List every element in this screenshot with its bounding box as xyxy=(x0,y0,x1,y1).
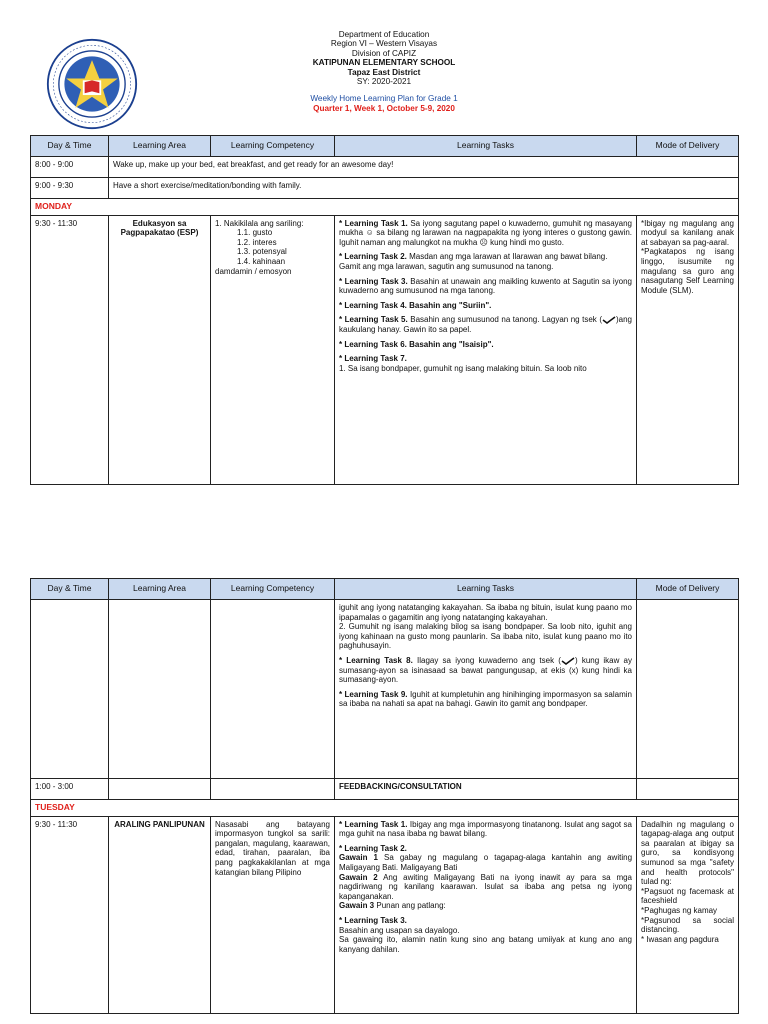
col-header-mode-of-delivery: Mode of Delivery xyxy=(637,136,739,157)
competency-item: 1.1. gusto xyxy=(237,228,273,238)
header-line-region: Region VI – Western Visayas xyxy=(330,39,438,49)
day-row-monday xyxy=(31,199,739,216)
header-line-department: Department of Education xyxy=(338,30,430,39)
time-cell: 9:30 - 11:30 xyxy=(31,215,109,484)
task-text: Sa iyong sagutang papel o kuwaderno, gumuhit ng masayang mukha ☺ sa bilang ng larawan na nagpapakita ng iyong interes o gustong gawin. Iguhit naman ang malungkot na mukha ☹ kung hindi mo gusto. xyxy=(339,218,632,247)
learning-area-cell: ARALING PANLIPUNAN xyxy=(109,816,211,1013)
plan-title: Weekly Home Learning Plan for Grade 1 xyxy=(310,94,458,104)
task-text: 2. Gumuhit ng isang malaking bilog sa isang bondpaper. Sa loob nito, iguhit ang iyong kahinaan na gusto mong paunlarin. Sa ibaba nito, isulat kung paano mo ito paghuhusayin. xyxy=(339,622,632,651)
task-label: * Learning Task 1. xyxy=(339,819,408,829)
col-header-learning-competency: Learning Competency xyxy=(211,136,335,157)
table-row xyxy=(31,816,739,1013)
table-row xyxy=(31,600,739,779)
task-label: * Learning Task 8. xyxy=(339,655,413,665)
task-label: * Learning Task 1. xyxy=(339,218,408,228)
learning-tasks-cell xyxy=(335,816,637,1013)
task-label: * Learning Task 9. xyxy=(339,689,408,699)
col-header-learning-area: Learning Area xyxy=(109,136,211,157)
competency-item: 1.2. interes xyxy=(237,237,277,247)
table-header-row xyxy=(31,579,739,600)
task-text: Ilagay sa iyong kuwaderno ang tsek ( xyxy=(417,655,561,665)
table-row xyxy=(31,215,739,484)
task-label: * Learning Task 7. xyxy=(339,354,407,364)
task-label: * Learning Task 3. xyxy=(339,276,408,286)
task-text: 1. Sa isang bondpaper, gumuhit ng isang malaking bituin. Sa loob nito xyxy=(339,363,587,373)
task-text: Basahin ang usapan sa dayalogo. Sa gawaing ito, alamin natin kung sino ang batang umiiyak at kung ano ang kanyang dahilan. xyxy=(339,925,632,954)
learning-tasks-cell: * Learning Task 1. Sa iyong sagutang papel o kuwaderno, gumuhit ng masayang mukha ☺ sa bilang ng larawan na nagpapakita ng iyong interes o gustong gawin. Iguhit naman ang malungkot na mukha ☹ kung hindi mo gusto. * Learning Task 2. Masdan ang mga larawan at Ilarawan ang bawat bilang. Gamit ang mga larawan, sagutin ang sumusunod na tanong. * Learning Task 3. Basahin at unawain ang maikling kuwento at Sagutin sa iyong kuwaderno ang sumusunod na mga tanong. * Learning Task 4. Basahin ang "Suriin". * Learning Task 5. Basahin ang sumusunod na tanong. Lagyan ng tsek ( )ang kaukulang hanay. Gawin ito sa papel. * Learning Task 6. Basahin ang "Isaisip". * Learning Task 7. 1. Sa isang bondpaper, gumuhit ng isang malaking bituin. Sa loob nito xyxy=(335,215,637,484)
time-cell xyxy=(31,600,109,779)
gawain-label: Gawain 1 xyxy=(339,853,378,863)
competency-item: 1.4. kahinaan xyxy=(237,256,286,266)
gawain-label: Gawain 3 xyxy=(339,901,375,911)
table-row xyxy=(31,779,739,800)
routine-text: Wake up, make up your bed, eat breakfast, and get ready for an awesome day! xyxy=(109,157,739,178)
task-text: Basahin at unawain ang maikling kuwento at Sagutin sa iyong kuwaderno ang sumusunod na mga tanong. xyxy=(339,276,632,296)
task-text: Punan ang patlang: xyxy=(376,901,446,911)
plan-subtitle: Quarter 1, Week 1, October 5-9, 2020 xyxy=(313,103,455,113)
header-line-sy: SY: 2020-2021 xyxy=(356,77,412,87)
table-row xyxy=(31,178,739,199)
gawain-label: Gawain 2 xyxy=(339,872,378,882)
competency-tail: damdamin / emosyon xyxy=(215,266,292,276)
learning-plan-table-page2 xyxy=(30,578,739,1014)
checkmark-icon xyxy=(561,657,575,665)
task-text: )ang kaukulang hanay. Gawin ito sa papel. xyxy=(339,315,632,334)
col-header-learning-tasks: Learning Tasks xyxy=(335,136,637,157)
day-label: MONDAY xyxy=(31,199,739,216)
task-label: * Learning Task 3. xyxy=(339,915,407,925)
checkmark-icon xyxy=(602,316,616,324)
mode-of-delivery-cell xyxy=(637,600,739,779)
col-header-day-time: Day & Time xyxy=(31,136,109,157)
feedback-text: FEEDBACKING/CONSULTATION xyxy=(335,779,637,800)
header-line-district: Tapaz East District xyxy=(347,67,421,77)
header-line-division: Division of CAPIZ xyxy=(351,48,417,58)
competency-intro: 1. Nakikilala ang sariling: xyxy=(215,218,304,228)
task-label: * Learning Task 4. Basahin ang "Suriin". xyxy=(339,300,492,310)
time-cell: 9:00 - 9:30 xyxy=(31,178,109,199)
day-row-tuesday xyxy=(31,800,739,817)
task-label: * Learning Task 2. xyxy=(339,252,407,262)
col-header-day-time: Day & Time xyxy=(31,579,109,600)
routine-text: Have a short exercise/meditation/bonding with family. xyxy=(109,178,739,199)
empty-cell xyxy=(109,779,211,800)
deped-seal-icon xyxy=(46,38,138,130)
task-label: * Learning Task 2. xyxy=(339,843,407,853)
mode-of-delivery-cell: *Ibigay ng magulang ang modyul sa kanilang anak at sabayan sa pag-aaral. *Pagkatapos ng isang linggo, isusumite ng magulang sa guro ang nasagutang Self Learning Module (SLM). xyxy=(637,215,739,484)
task-text: Iguhit at kumpletuhin ang hinihinging impormasyon sa salamin sa ibaba na nahati sa apat na bahagi. Gawin ito gamit ang bondpaper. xyxy=(339,689,632,709)
col-header-learning-competency: Learning Competency xyxy=(211,579,335,600)
time-cell: 8:00 - 9:00 xyxy=(31,157,109,178)
empty-cell xyxy=(211,779,335,800)
task-label: * Learning Task 6. Basahin ang "Isaisip". xyxy=(339,339,494,349)
task-text: Ang awiting Maligayang Bati na iyong inawit ay para sa mga nagdiriwang ng kanilang kaarawan. Isulat sa ibaba ang petsa ng iyong kapanganakan. xyxy=(339,872,633,901)
task-text: Masdan ang mga larawan at Ilarawan ang bawat bilang. Gamit ang mga larawan, sagutin ang sumusunod na tanong. xyxy=(339,252,608,271)
col-header-learning-area: Learning Area xyxy=(109,579,211,600)
day-label: TUESDAY xyxy=(31,800,739,817)
task-text: Sa gabay ng magulang o tagapag-alaga kantahin ang awiting Maligayang Bati. Maligayang Bati xyxy=(339,853,633,872)
learning-area-cell xyxy=(109,600,211,779)
table-row xyxy=(31,157,739,178)
col-header-learning-tasks: Learning Tasks xyxy=(335,579,637,600)
document-header xyxy=(0,0,768,135)
table-header-row xyxy=(31,136,739,157)
competency-cell: Nasasabi ang batayang impormasyon tungkol sa sarili: pangalan, magulang, kaarawan, edad, tirahan, paaralan, iba pang pagkakakilanlan at mga katangian bilang Pilipino xyxy=(211,816,335,1013)
task-text: Basahin ang sumusunod na tanong. Lagyan ng tsek xyxy=(410,315,597,325)
competency-item: 1.3. potensyal xyxy=(237,247,287,257)
task-text: ) kung ikaw ay sumasang-ayon sa isinasaad sa bawat pangungusap, at ekis (x) kung hindi ka sumasang-ayon. xyxy=(339,655,633,685)
learning-area-cell: Edukasyon sa Pagpapakatao (ESP) xyxy=(109,215,211,484)
header-line-school: KATIPUNAN ELEMENTARY SCHOOL xyxy=(312,58,456,68)
task-label: * Learning Task 5. xyxy=(339,315,408,325)
competency-cell xyxy=(211,215,335,484)
empty-cell xyxy=(637,779,739,800)
learning-tasks-cell xyxy=(335,600,637,779)
task-text: Ibigay ang mga impormasyong tinatanong. Isulat ang sagot sa mga guhit na nasa ibaba ng bawat bilang. xyxy=(339,819,632,839)
mode-of-delivery-cell: Dadalhin ng magulang o tagapag-alaga ang output sa paaralan at ibigay sa guro, sa kondisyong sumunod sa mga "safety and health protocols" tulad ng: *Pagsuot ng facemask at faceshield *Paghugas ng kamay *Pagsunod sa social distancing. * Iwasan ang pagdura xyxy=(637,816,739,1013)
col-header-mode-of-delivery: Mode of Delivery xyxy=(637,579,739,600)
time-cell: 9:30 - 11:30 xyxy=(31,816,109,1013)
competency-cell xyxy=(211,600,335,779)
task-text: iguhit ang iyong natatanging kakayahan. Sa ibaba ng bituin, isulat kung paano mo ipapamalas o gagamitin ang iyong natatanging kakayahan. xyxy=(339,603,632,622)
time-cell: 1:00 - 3:00 xyxy=(31,779,109,800)
learning-plan-table-page1 xyxy=(30,135,739,485)
